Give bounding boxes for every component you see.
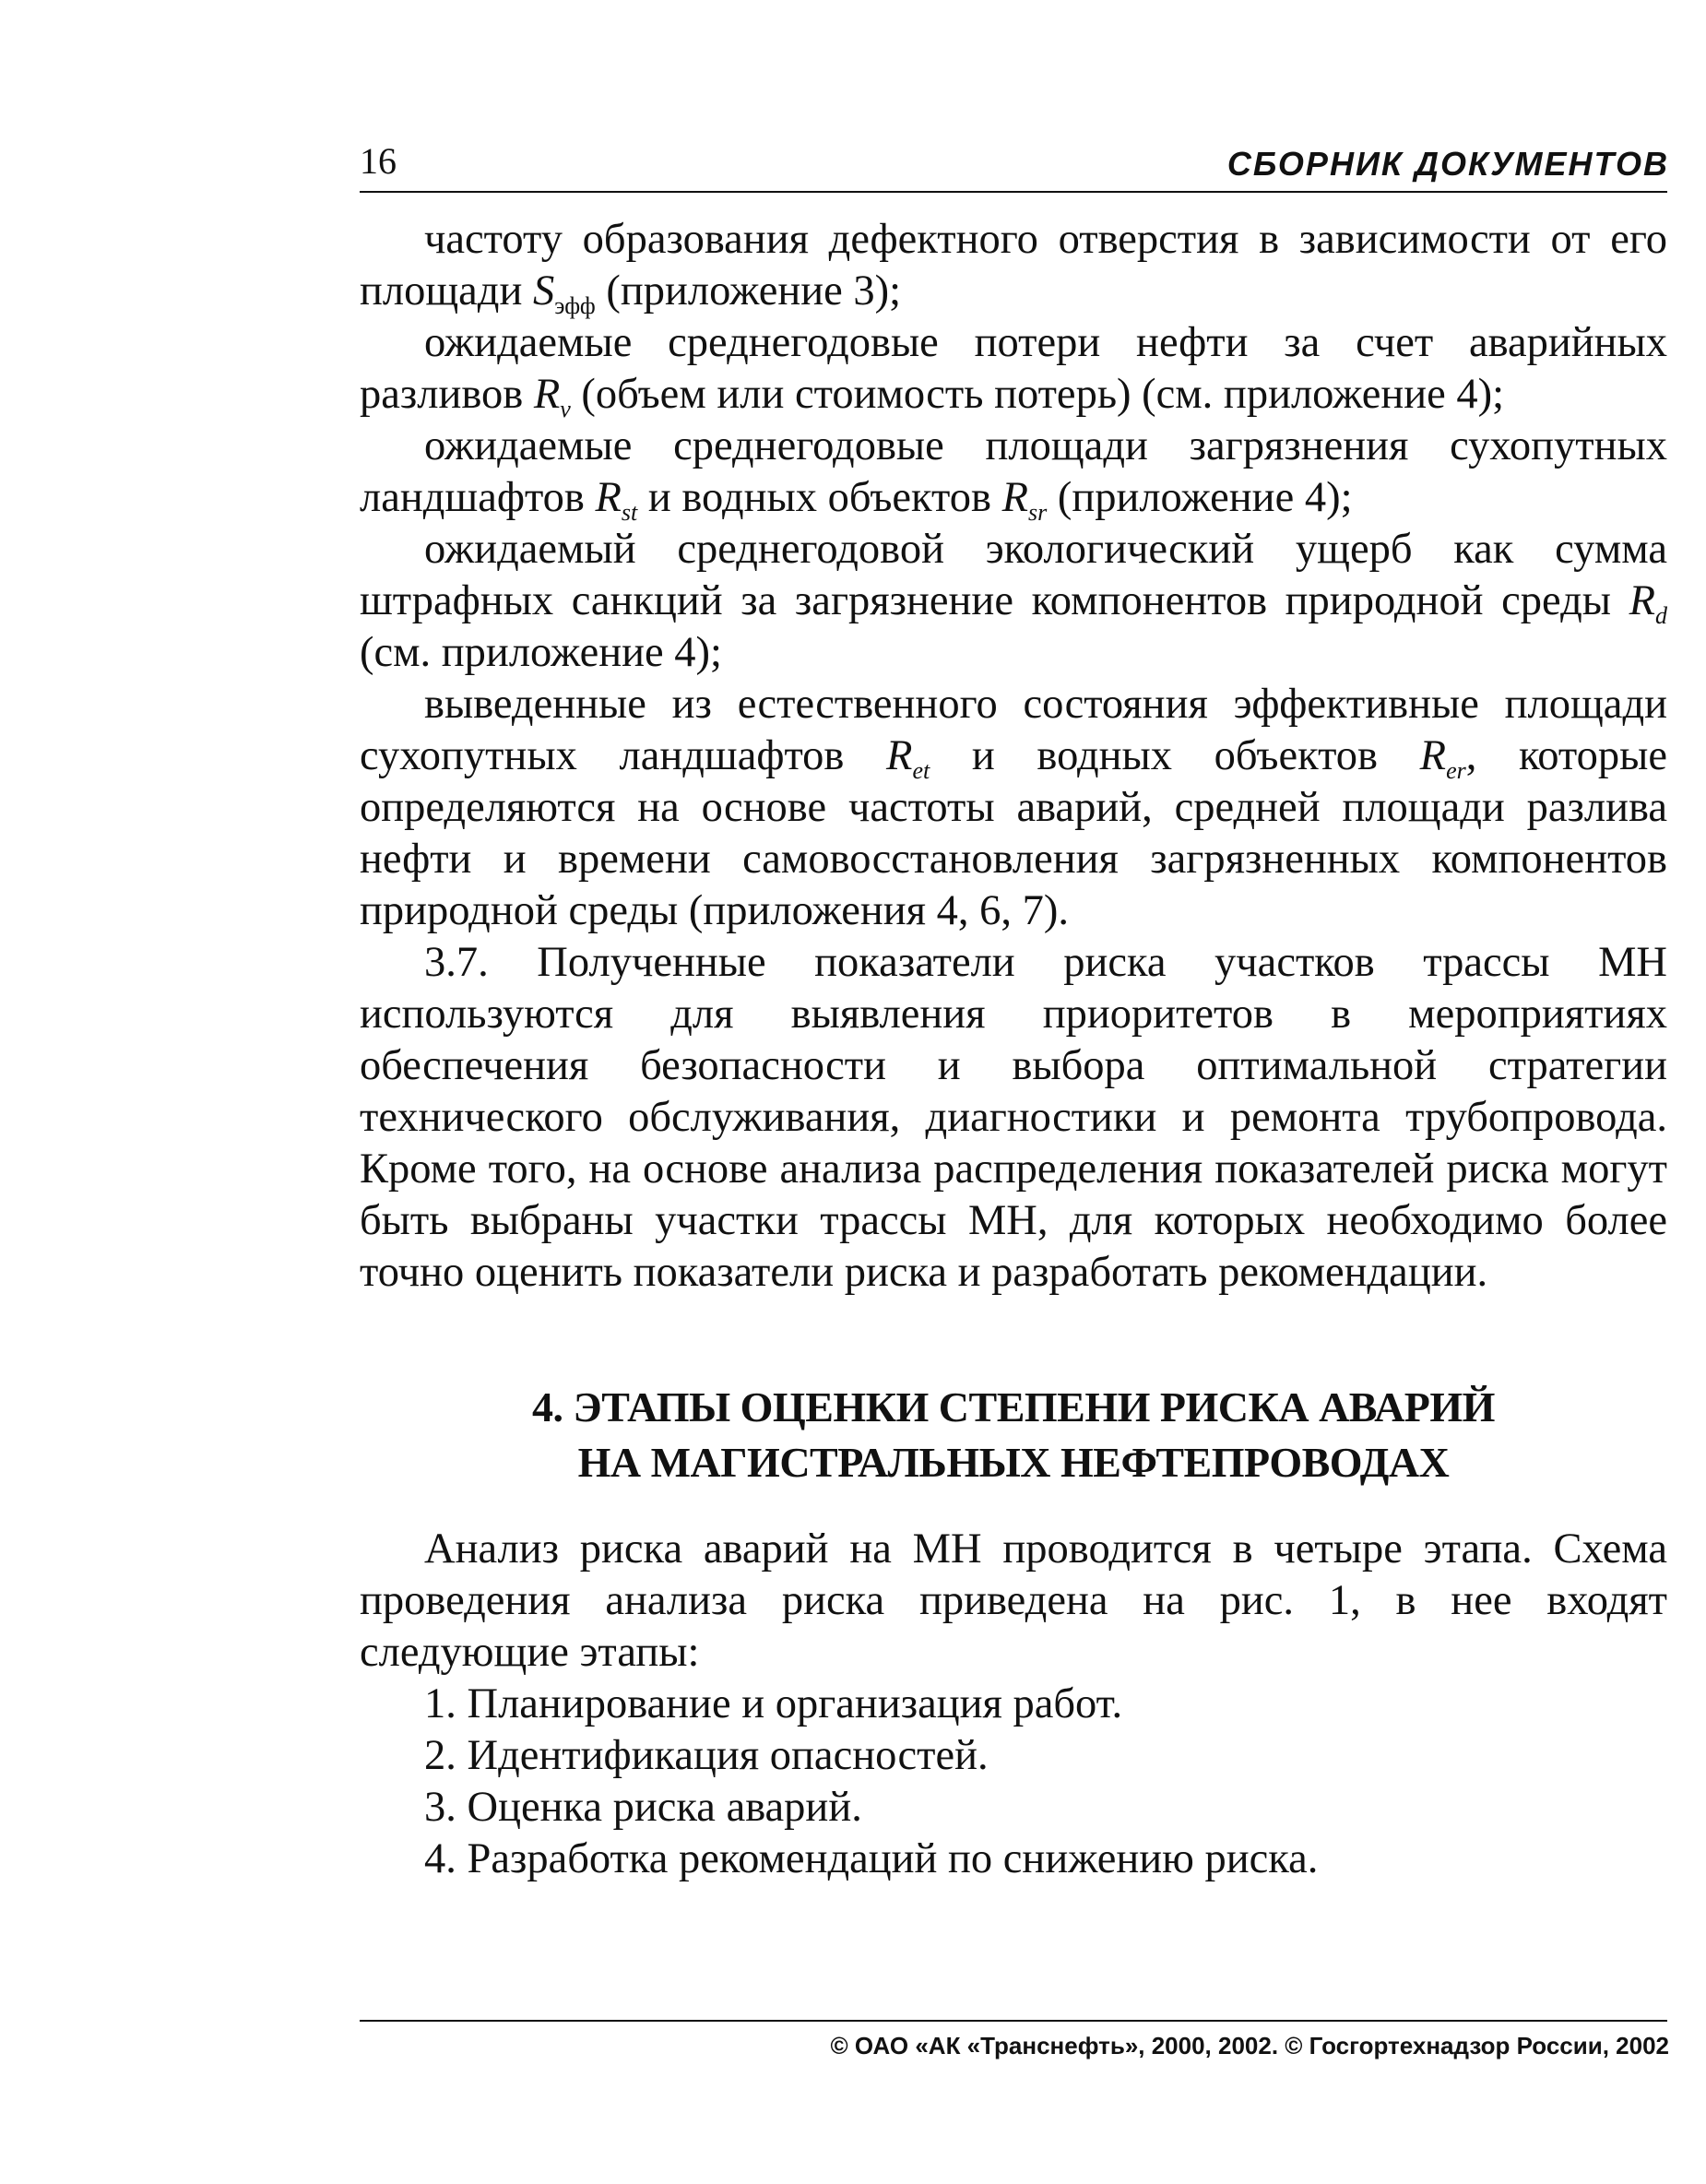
list-item: 2. Идентификация опасностей.	[424, 1732, 989, 1779]
list-item: 4. Разработка рекомендаций по снижению риска.	[424, 1835, 1319, 1882]
paragraph-3-7: 3.7. Полученные показатели риска участков трассы МН используются для выявления приоритетов в мероприятиях обеспечения безопасности и выбора оптимальной стратегии технического обслуживания, диагностики и ремонта трубопровода. Кроме того, на основе анализа распределения показателей риска могут быть выбраны участки трассы МН, для которых необходимо более точно оценить показатели риска и разработать рекомендации.	[360, 939, 1667, 1296]
list-item: 3. Оценка риска аварий.	[424, 1784, 862, 1831]
paragraph-4: ожидаемый среднегодовой экологический ущерб как сумма штрафных санкций за загрязнение компонентов природной среды $R_d$ (см. приложение 4);	[360, 526, 1667, 676]
paragraph-3: ожидаемые среднегодовые площади загрязнения сухопутных ландшафтов $R_{st}$ и водных объектов $R_{sr}$ (приложение 4);	[360, 422, 1667, 526]
body-text	[360, 214, 1667, 1885]
variable-r-sr: $R_{sr}$	[1001, 474, 1048, 526]
variable-r-er: $R_{er}$	[1419, 732, 1466, 784]
variable-s-eff: $S_{эфф}$	[532, 267, 596, 319]
variable-r-st: $R_{st}$	[595, 474, 638, 526]
running-head: СБОРНИК ДОКУМЕНТОВ	[1226, 145, 1669, 183]
footer-rule	[360, 2020, 1667, 2022]
section-intro: Анализ риска аварий на МН проводится в четыре этапа. Схема проведения анализа риска приведена на рис. 1, в нее входят следующие этапы:	[360, 1525, 1667, 1676]
paragraph-5: выведенные из естественного состояния эффективные площади сухопутных ландшафтов $R_{et}$ и водных объектов $R_{er}$, которые определяются на основе частоты аварий, средней площади разлива нефти и времени самовосстановления загрязненных компонентов природной среды (приложения 4, 6, 7).	[360, 681, 1667, 934]
paragraph-2: ожидаемые среднегодовые потери нефти за счет аварийных разливов $R_v$ (объем или стоимость потерь) (см. приложение 4);	[360, 319, 1667, 422]
variable-r-v: $R_v$	[533, 371, 571, 422]
paragraph-1: частоту образования дефектного отверстия в зависимости от его площади $S_{эфф}$ (приложение 3);	[360, 216, 1667, 319]
section-heading-line-1: 4. ЭТАПЫ ОЦЕНКИ СТЕПЕНИ РИСКА АВАРИЙ	[532, 1383, 1495, 1430]
variable-r-et: $R_{et}$	[886, 732, 930, 784]
variable-r-d: $R_d$	[1629, 577, 1667, 629]
stages-list	[360, 1679, 1667, 1885]
section-heading-line-2: НА МАГИСТРАЛЬНЫХ НЕФТЕПРОВОДАХ	[577, 1439, 1450, 1486]
copyright-notice: © ОАО «АК «Транснефть», 2000, 2002. © Госгортехнадзор России, 2002	[830, 2032, 1669, 2059]
page-number: 16	[360, 140, 397, 182]
section-heading	[360, 1380, 1667, 1490]
list-item: 1. Планирование и организация работ.	[424, 1680, 1123, 1727]
header-rule	[360, 191, 1667, 193]
